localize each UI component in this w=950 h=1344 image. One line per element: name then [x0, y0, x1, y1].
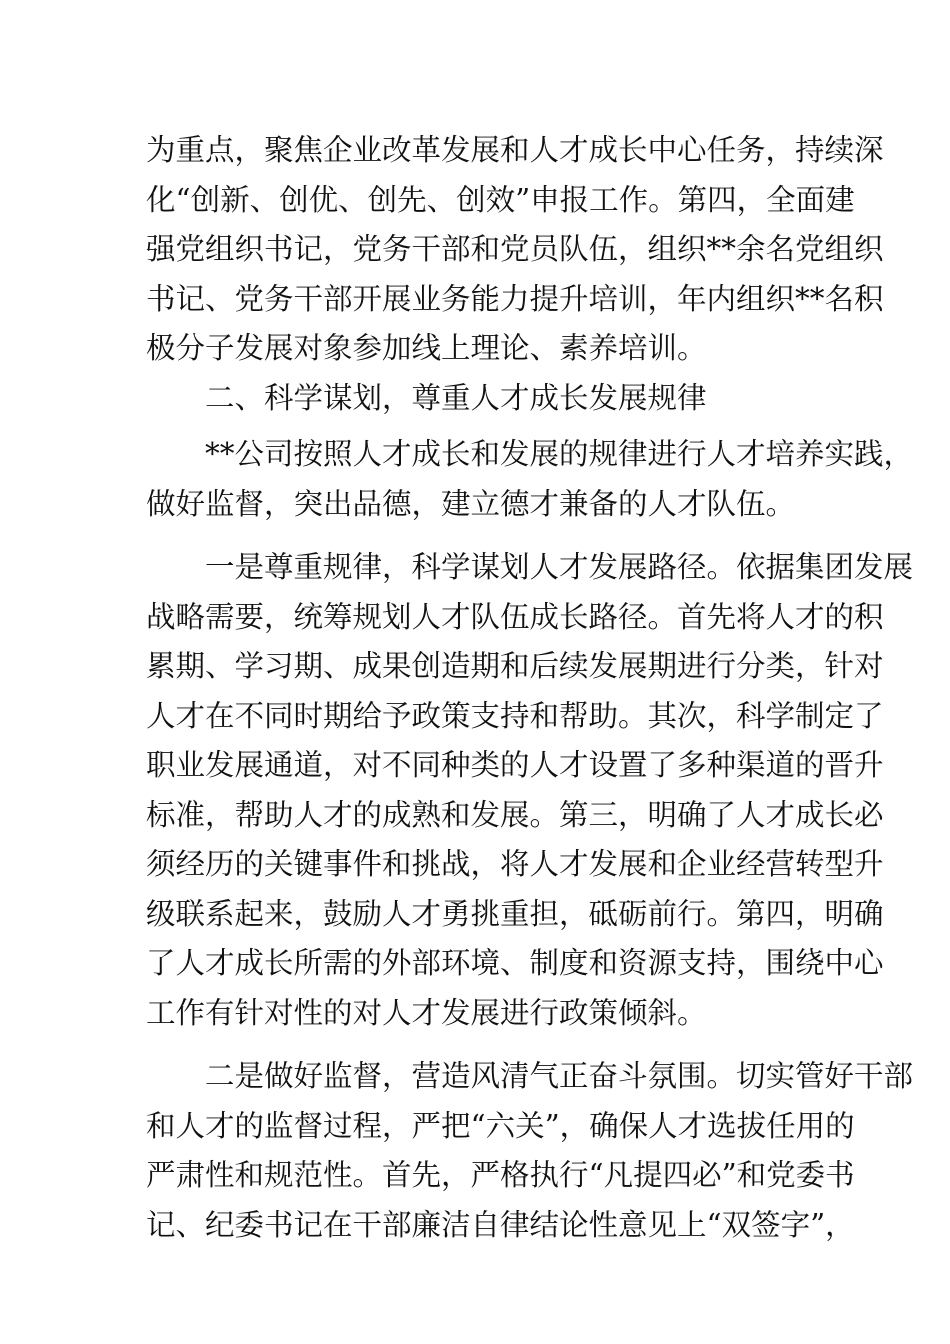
- text-line: 极分子发展对象参加线上理论、素养培训。: [146, 331, 707, 365]
- text-line: **公司按照人才成长和发展的规律进行人才培养实践，: [146, 437, 914, 471]
- section-heading: [146, 374, 806, 424]
- text-line: 书记、党务干部开展业务能力提升培训，年内组织**名积: [146, 281, 884, 316]
- section-heading-text: 二、科学谋划，尊重人才成长发展规律: [146, 380, 707, 415]
- paragraph-point-one: [146, 543, 914, 1038]
- text-line: 标准，帮助人才的成熟和发展。第三，明确了人才成长必: [146, 797, 884, 832]
- text-line: 职业发展通道，对不同种类的人才设置了多种渠道的晋升: [146, 748, 884, 782]
- document-body: [146, 126, 914, 1250]
- text-line: 战略需要，统筹规划人才队伍成长路径。首先将人才的积: [146, 599, 884, 634]
- text-line: 人才在不同时期给予政策支持和帮助。其次，科学制定了: [146, 698, 884, 733]
- text-line: 二是做好监督，营造风清气正奋斗氛围。切实管好干部: [146, 1059, 914, 1093]
- paragraph-intro: [146, 430, 914, 529]
- text-line: 须经历的关键事件和挑战，将人才发展和企业经营转型升: [146, 847, 884, 881]
- paragraph-point-two: [146, 1052, 914, 1250]
- text-line: 做好监督，突出品德，建立德才兼备的人才队伍。: [146, 486, 796, 521]
- text-line: 强党组织书记，党务干部和党员队伍，组织**余名党组织: [146, 232, 884, 266]
- text-line: 级联系起来，鼓励人才勇挑重担，砥砺前行。第四，明确: [146, 896, 884, 931]
- text-line: 化“创新、创优、创先、创效”申报工作。第四，全面建: [146, 182, 855, 217]
- text-line: 工作有针对性的对人才发展进行政策倾斜。: [146, 995, 707, 1030]
- text-line: 一是尊重规律，科学谋划人才发展路径。依据集团发展: [146, 550, 914, 584]
- text-line: 为重点，聚焦企业改革发展和人才成长中心任务，持续深: [146, 133, 884, 167]
- text-line: 严肃性和规范性。首先，严格执行“凡提四必”和党委书: [146, 1158, 855, 1192]
- paragraph-continuation: [146, 126, 884, 374]
- text-line: 累期、学习期、成果创造期和后续发展期进行分类，针对: [146, 649, 884, 683]
- text-line: 记、纪委书记在干部廉洁自律结论性意见上“双签字”，: [146, 1207, 855, 1242]
- text-line: 了人才成长所需的外部环境、制度和资源支持，围绕中心: [146, 946, 884, 980]
- text-line: 和人才的监督过程，严把“六关”，确保人才选拔任用的: [146, 1108, 855, 1143]
